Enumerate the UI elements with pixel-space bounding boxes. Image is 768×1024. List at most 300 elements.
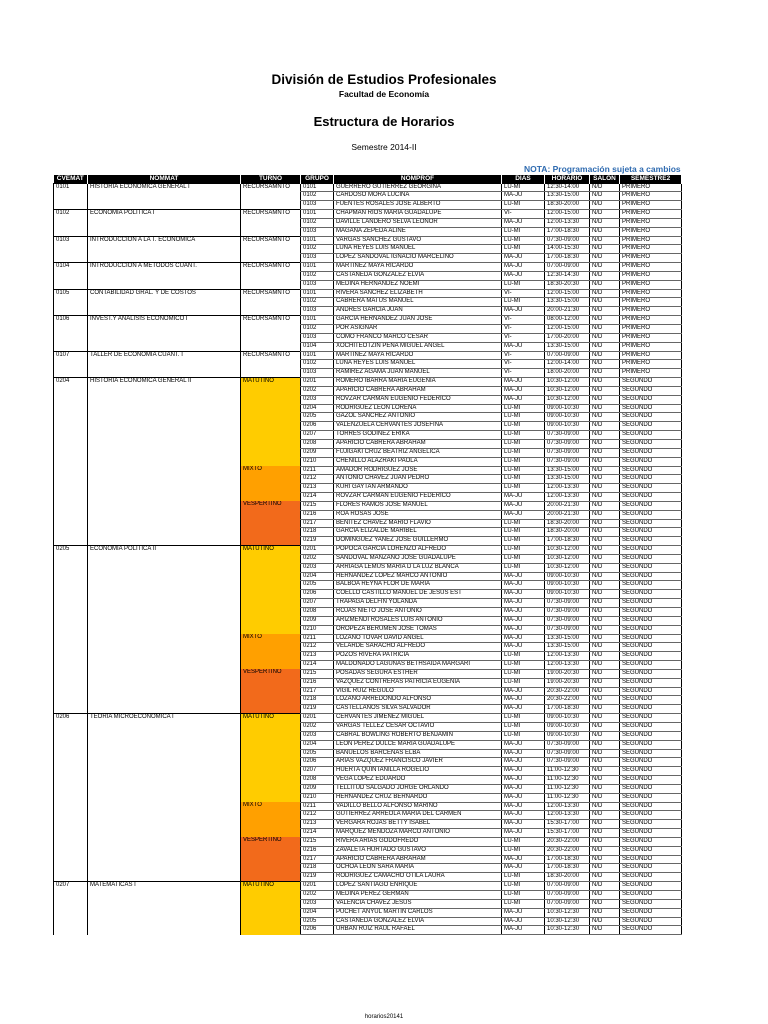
cell-nomprof: COMO FRANCO MARCO CESAR — [334, 333, 502, 342]
cell-grupo: 0208 — [301, 608, 334, 617]
cell-salon: N/D — [590, 404, 620, 413]
cell-dias: LU-MI — [502, 184, 545, 192]
cell-turno — [241, 678, 301, 687]
cell-semestre: PRIMERO — [620, 245, 682, 254]
cell-salon: N/D — [590, 546, 620, 555]
cell-nommat — [88, 802, 241, 811]
cell-semestre: SEGUNDO — [620, 705, 682, 714]
cell-dias: MA-JU — [502, 271, 545, 280]
cell-nommat — [88, 811, 241, 820]
cell-horario: 07:30-09:00 — [545, 236, 590, 245]
cell-cvemat — [54, 917, 88, 926]
cell-semestre: SEGUNDO — [620, 581, 682, 590]
cell-salon: N/D — [590, 616, 620, 625]
page-footer: horarios20141 — [364, 1014, 404, 1020]
cell-nomprof: CARDOSO MORA LUCINA — [334, 192, 502, 201]
cell-nomprof: GUTIERREZ ARREOLA MARIA DEL CARMEN — [334, 811, 502, 820]
cell-salon: N/D — [590, 696, 620, 705]
cell-nommat — [88, 864, 241, 873]
cell-horario: 07:30-09:00 — [545, 625, 590, 634]
cell-turno — [241, 767, 301, 776]
cell-semestre: PRIMERO — [620, 360, 682, 369]
cell-dias: LU-MI — [502, 846, 545, 855]
table-row — [54, 289, 682, 298]
cell-semestre: SEGUNDO — [620, 820, 682, 829]
cell-turno: MIXTO — [241, 802, 301, 811]
cell-nomprof: TORRES GODINEZ ERIKA — [334, 431, 502, 440]
cell-dias: LU-MI — [502, 519, 545, 528]
cell-cvemat: 0101 — [54, 184, 88, 192]
cell-semestre: SEGUNDO — [620, 422, 682, 431]
cell-cvemat: 0105 — [54, 289, 88, 298]
cell-nomprof: BALBOA REYNA FLOR DE MARIA — [334, 581, 502, 590]
cell-nomprof: TELLITUD SALGADO JORGE ORLANDO — [334, 784, 502, 793]
cell-semestre: SEGUNDO — [620, 873, 682, 882]
cell-cvemat — [54, 484, 88, 493]
cell-grupo: 0212 — [301, 643, 334, 652]
cell-semestre: SEGUNDO — [620, 846, 682, 855]
cell-salon: N/D — [590, 245, 620, 254]
cell-nommat — [88, 280, 241, 289]
cell-horario: 18:30-20:00 — [545, 519, 590, 528]
cell-nomprof: GARCIA ELIZALDE MARIBEL — [334, 528, 502, 537]
cell-horario: 07:30-09:00 — [545, 599, 590, 608]
cell-dias: LU-MI — [502, 457, 545, 466]
schedule-body — [54, 184, 682, 935]
cell-nommat — [88, 749, 241, 758]
cell-nomprof: ARIZMENDI ROSALES LUIS ANTONIO — [334, 616, 502, 625]
cell-dias: LU-MI — [502, 678, 545, 687]
table-row — [54, 448, 682, 457]
cell-nommat — [88, 926, 241, 935]
table-row — [54, 855, 682, 864]
table-row — [54, 201, 682, 210]
cell-nomprof: RIVERA SANCHEZ ELIZABETH — [334, 289, 502, 298]
cell-dias: MA-JU — [502, 572, 545, 581]
cell-nomprof: BANUELOS BARCENAS ELBA — [334, 749, 502, 758]
cell-cvemat — [54, 333, 88, 342]
cell-nomprof: RAMIREZ AGAMA JUAN MANUEL — [334, 369, 502, 378]
table-row — [54, 908, 682, 917]
cell-turno — [241, 740, 301, 749]
col-header-horario: HORARIO — [545, 175, 590, 184]
table-row — [54, 439, 682, 448]
cell-dias: LU-MI — [502, 891, 545, 900]
cell-cvemat — [54, 705, 88, 714]
cell-salon: N/D — [590, 422, 620, 431]
cell-horario: 07:30-09:00 — [545, 608, 590, 617]
cell-nomprof: CERVANTES JIMENEZ MIGUEL — [334, 714, 502, 723]
cell-horario: 07:00-09:00 — [545, 263, 590, 272]
cell-cvemat — [54, 431, 88, 440]
cell-nomprof: CHAPMAN RIOS MARIA GUADALUPE — [334, 210, 502, 219]
cell-dias: MA-JU — [502, 510, 545, 519]
cell-nommat — [88, 475, 241, 484]
cell-nommat — [88, 563, 241, 572]
cell-horario: 07:30-09:00 — [545, 616, 590, 625]
cell-horario: 13:30-15:00 — [545, 298, 590, 307]
cell-nommat — [88, 528, 241, 537]
cell-grupo: 0204 — [301, 572, 334, 581]
cell-salon: N/D — [590, 678, 620, 687]
cell-horario: 07:30-09:00 — [545, 448, 590, 457]
table-row — [54, 519, 682, 528]
cell-turno: RECURSAMNTO — [241, 316, 301, 325]
cell-nomprof: PUCHET ANYUL MARTIN CARLOS — [334, 908, 502, 917]
cell-semestre: SEGUNDO — [620, 749, 682, 758]
cell-grupo: 0218 — [301, 528, 334, 537]
cell-grupo: 0103 — [301, 333, 334, 342]
cell-nomprof: VARGAS SANCHEZ GUSTAVO — [334, 236, 502, 245]
cell-dias: LU-MI — [502, 201, 545, 210]
cell-horario: 17:00-20:00 — [545, 333, 590, 342]
cell-turno — [241, 917, 301, 926]
cell-cvemat — [54, 298, 88, 307]
cell-dias: MA-JU — [502, 829, 545, 838]
cell-dias: MA-JU — [502, 263, 545, 272]
cell-salon: N/D — [590, 184, 620, 192]
table-row — [54, 696, 682, 705]
cell-horario: 09:00-10:30 — [545, 404, 590, 413]
table-row — [54, 749, 682, 758]
cell-nommat: CONTABILIDAD GRAL. Y DE COSTOS — [88, 289, 241, 298]
cell-semestre: SEGUNDO — [620, 528, 682, 537]
cell-cvemat — [54, 537, 88, 546]
cell-grupo: 0217 — [301, 687, 334, 696]
cell-nomprof: RODRIGUEZ LEON LORENA — [334, 404, 502, 413]
cell-cvemat — [54, 422, 88, 431]
cell-salon: N/D — [590, 342, 620, 351]
cell-dias: MA-JU — [502, 696, 545, 705]
cell-nomprof: MARQUEZ MENDOZA MARCO ANTONIO — [334, 829, 502, 838]
cell-nomprof: APARICIO CABRERA ABRAHAM — [334, 439, 502, 448]
cell-dias: MA-JU — [502, 581, 545, 590]
cell-dias: LU-MI — [502, 484, 545, 493]
cell-semestre: PRIMERO — [620, 307, 682, 316]
cell-salon: N/D — [590, 811, 620, 820]
cell-salon: N/D — [590, 351, 620, 360]
cell-turno — [241, 776, 301, 785]
page-title: División de Estudios Profesionales — [271, 72, 497, 87]
cell-grupo: 0219 — [301, 705, 334, 714]
cell-cvemat — [54, 218, 88, 227]
table-row — [54, 210, 682, 219]
cell-horario: 09:00-10:30 — [545, 722, 590, 731]
table-row — [54, 820, 682, 829]
cell-grupo: 0102 — [301, 360, 334, 369]
cell-dias: VI- — [502, 289, 545, 298]
cell-horario: 10:30-12:30 — [545, 917, 590, 926]
cell-semestre: PRIMERO — [620, 280, 682, 289]
table-row — [54, 776, 682, 785]
cell-horario: 18:30-20:30 — [545, 280, 590, 289]
cell-nomprof: LOPEZ SANDOVAL IGNACIO MARCELINO — [334, 254, 502, 263]
cell-nomprof: LOZANO TOVAR DAVID ANGEL — [334, 634, 502, 643]
cell-salon: N/D — [590, 263, 620, 272]
cell-turno — [241, 201, 301, 210]
table-row — [54, 882, 682, 891]
cell-nomprof: MARTINEZ MAYA RICARDO — [334, 263, 502, 272]
cell-grupo: 0102 — [301, 325, 334, 334]
cell-grupo: 0204 — [301, 404, 334, 413]
cell-turno — [241, 643, 301, 652]
table-row — [54, 236, 682, 245]
cell-turno — [241, 616, 301, 625]
cell-cvemat: 0207 — [54, 882, 88, 891]
cell-nomprof: ROA ROSAS JOSE — [334, 510, 502, 519]
cell-turno — [241, 457, 301, 466]
cell-salon: N/D — [590, 864, 620, 873]
schedule-table — [53, 175, 682, 935]
cell-salon: N/D — [590, 210, 620, 219]
cell-dias: MA-JU — [502, 590, 545, 599]
cell-turno — [241, 528, 301, 537]
cell-dias: LU-MI — [502, 439, 545, 448]
cell-turno — [241, 572, 301, 581]
table-header-row — [54, 175, 682, 184]
cell-salon: N/D — [590, 218, 620, 227]
cell-dias: LU-MI — [502, 722, 545, 731]
cell-grupo: 0211 — [301, 466, 334, 475]
cell-salon: N/D — [590, 625, 620, 634]
table-row — [54, 245, 682, 254]
cell-cvemat — [54, 554, 88, 563]
cell-salon: N/D — [590, 201, 620, 210]
cell-dias: VI- — [502, 333, 545, 342]
cell-turno — [241, 245, 301, 254]
cell-horario: 17:00-18:30 — [545, 227, 590, 236]
cell-nommat — [88, 395, 241, 404]
cell-dias: LU-MI — [502, 882, 545, 891]
cell-grupo: 0204 — [301, 740, 334, 749]
cell-nomprof: COELLO CASTILLO MANUEL DE JESUS EST — [334, 590, 502, 599]
table-row — [54, 740, 682, 749]
cell-turno: MIXTO — [241, 466, 301, 475]
cell-dias: LU-MI — [502, 466, 545, 475]
cell-turno — [241, 820, 301, 829]
cell-grupo: 0203 — [301, 563, 334, 572]
cell-grupo: 0214 — [301, 829, 334, 838]
cell-turno — [241, 758, 301, 767]
cell-semestre: SEGUNDO — [620, 395, 682, 404]
cell-salon: N/D — [590, 908, 620, 917]
table-row — [54, 395, 682, 404]
cell-cvemat — [54, 590, 88, 599]
cell-nommat — [88, 899, 241, 908]
cell-nommat — [88, 908, 241, 917]
cell-nomprof: CASTELLANOS SILVA SALVADOR — [334, 705, 502, 714]
semester-label: Semestre 2014-II — [351, 142, 417, 152]
cell-horario: 12:00-13:30 — [545, 484, 590, 493]
cell-cvemat: 0103 — [54, 236, 88, 245]
cell-nommat — [88, 837, 241, 846]
cell-semestre: SEGUNDO — [620, 501, 682, 510]
cell-cvemat — [54, 280, 88, 289]
table-row — [54, 731, 682, 740]
cell-nommat — [88, 360, 241, 369]
cell-salon: N/D — [590, 705, 620, 714]
cell-nommat — [88, 493, 241, 502]
cell-nommat — [88, 448, 241, 457]
cell-salon: N/D — [590, 687, 620, 696]
cell-nomprof: VIGIL RUIZ REGULO — [334, 687, 502, 696]
cell-horario: 17:00-18:30 — [545, 254, 590, 263]
cell-dias: MA-JU — [502, 501, 545, 510]
cell-nomprof: HERNANDEZ CRUZ BERNARDO — [334, 793, 502, 802]
cell-dias: MA-JU — [502, 643, 545, 652]
cell-horario: 07:00-09:00 — [545, 891, 590, 900]
table-row — [54, 722, 682, 731]
table-row — [54, 616, 682, 625]
cell-turno — [241, 891, 301, 900]
cell-nomprof: VELARDE SARACHO ALFREDO — [334, 643, 502, 652]
cell-horario: 20:30-22:00 — [545, 696, 590, 705]
cell-cvemat — [54, 899, 88, 908]
cell-horario: 20:30-22:00 — [545, 837, 590, 846]
cell-salon: N/D — [590, 528, 620, 537]
cell-horario: 12:00-13:30 — [545, 802, 590, 811]
cell-cvemat — [54, 820, 88, 829]
cell-grupo: 0102 — [301, 271, 334, 280]
cell-grupo: 0210 — [301, 457, 334, 466]
cell-cvemat — [54, 669, 88, 678]
cell-turno: MATUTINO — [241, 546, 301, 555]
cell-grupo: 0206 — [301, 758, 334, 767]
cell-nomprof: MARTINEZ MAYA RICARDO — [334, 351, 502, 360]
cell-dias: LU-MI — [502, 227, 545, 236]
cell-semestre: SEGUNDO — [620, 439, 682, 448]
table-row — [54, 360, 682, 369]
cell-nommat — [88, 661, 241, 670]
cell-nomprof: LOZANO ARREDONDO ALFONSO — [334, 696, 502, 705]
cell-grupo: 0101 — [301, 289, 334, 298]
cell-semestre: SEGUNDO — [620, 448, 682, 457]
cell-horario: 07:30-09:00 — [545, 431, 590, 440]
cell-dias: MA-JU — [502, 776, 545, 785]
table-row — [54, 846, 682, 855]
cell-nommat — [88, 431, 241, 440]
cell-nomprof: VALENZUELA CERVANTES JOSEFINA — [334, 422, 502, 431]
table-row — [54, 563, 682, 572]
table-row — [54, 687, 682, 696]
cell-cvemat — [54, 926, 88, 935]
cell-cvemat — [54, 749, 88, 758]
cell-nommat: INTRODUCCION A LA T. ECONOMICA — [88, 236, 241, 245]
cell-nomprof: XOCHITEOTZIN PENA MIGUEL ANGEL — [334, 342, 502, 351]
cell-dias: LU-MI — [502, 899, 545, 908]
cell-cvemat — [54, 493, 88, 502]
cell-grupo: 0219 — [301, 873, 334, 882]
cell-dias: LU-MI — [502, 731, 545, 740]
cell-cvemat — [54, 563, 88, 572]
cell-semestre: SEGUNDO — [620, 457, 682, 466]
table-row — [54, 351, 682, 360]
cell-grupo: 0201 — [301, 378, 334, 387]
cell-horario: 19:00-20:30 — [545, 669, 590, 678]
cell-nommat — [88, 581, 241, 590]
cell-cvemat — [54, 245, 88, 254]
cell-dias: LU-MI — [502, 528, 545, 537]
cell-salon: N/D — [590, 431, 620, 440]
cell-horario: 18:00-20:00 — [545, 369, 590, 378]
cell-turno — [241, 218, 301, 227]
cell-semestre: SEGUNDO — [620, 908, 682, 917]
cell-horario: 07:30-09:00 — [545, 740, 590, 749]
cell-grupo: 0101 — [301, 263, 334, 272]
cell-cvemat — [54, 528, 88, 537]
cell-cvemat — [54, 572, 88, 581]
table-row — [54, 554, 682, 563]
cell-nomprof: ROVZAR CARMAN EUGENIO FEDERICO — [334, 395, 502, 404]
cell-nommat — [88, 722, 241, 731]
cell-cvemat — [54, 811, 88, 820]
cell-nommat — [88, 767, 241, 776]
cell-semestre: PRIMERO — [620, 342, 682, 351]
cell-dias: MA-JU — [502, 705, 545, 714]
cell-grupo: 0209 — [301, 616, 334, 625]
table-row — [54, 431, 682, 440]
cell-turno — [241, 386, 301, 395]
cell-cvemat — [54, 687, 88, 696]
cell-salon: N/D — [590, 280, 620, 289]
cell-semestre: PRIMERO — [620, 298, 682, 307]
col-header-nomprof: NOMPROF — [334, 175, 502, 184]
cell-nommat — [88, 271, 241, 280]
cell-nomprof: ROVZAR CARMAN EUGENIO FEDERICO — [334, 493, 502, 502]
cell-salon: N/D — [590, 484, 620, 493]
cell-semestre: SEGUNDO — [620, 404, 682, 413]
cell-horario: 07:30-09:00 — [545, 457, 590, 466]
cell-horario: 17:00-18:30 — [545, 864, 590, 873]
cell-semestre: SEGUNDO — [620, 784, 682, 793]
cell-cvemat: 0206 — [54, 714, 88, 723]
cell-dias: MA-JU — [502, 386, 545, 395]
cell-semestre: SEGUNDO — [620, 767, 682, 776]
cell-grupo: 0206 — [301, 422, 334, 431]
cell-nommat — [88, 484, 241, 493]
cell-cvemat — [54, 829, 88, 838]
cell-horario: 10:30-12:00 — [545, 378, 590, 387]
table-row — [54, 802, 682, 811]
cell-salon: N/D — [590, 519, 620, 528]
cell-grupo: 0101 — [301, 351, 334, 360]
cell-turno — [241, 254, 301, 263]
cell-nommat — [88, 537, 241, 546]
cell-nommat — [88, 457, 241, 466]
table-row — [54, 590, 682, 599]
cell-turno — [241, 519, 301, 528]
cell-turno: VESPERTINO — [241, 669, 301, 678]
cell-nomprof: URBAN RUIZ RAUL RAFAEL — [334, 926, 502, 935]
section-title: Estructura de Horarios — [313, 114, 455, 129]
cell-nomprof: ROJAS NIETO JOSE ANTONIO — [334, 608, 502, 617]
cell-nommat — [88, 466, 241, 475]
cell-dias: MA-JU — [502, 687, 545, 696]
cell-semestre: SEGUNDO — [620, 431, 682, 440]
cell-grupo: 0216 — [301, 678, 334, 687]
cell-turno — [241, 325, 301, 334]
cell-semestre: PRIMERO — [620, 236, 682, 245]
cell-turno: VESPERTINO — [241, 837, 301, 846]
cell-grupo: 0207 — [301, 431, 334, 440]
table-row — [54, 537, 682, 546]
cell-horario: 12:30-14:30 — [545, 271, 590, 280]
cell-salon: N/D — [590, 439, 620, 448]
cell-nommat: MATEMATICAS I — [88, 882, 241, 891]
cell-cvemat — [54, 342, 88, 351]
cell-horario: 12:00-13:30 — [545, 493, 590, 502]
cell-horario: 20:30-22:00 — [545, 687, 590, 696]
